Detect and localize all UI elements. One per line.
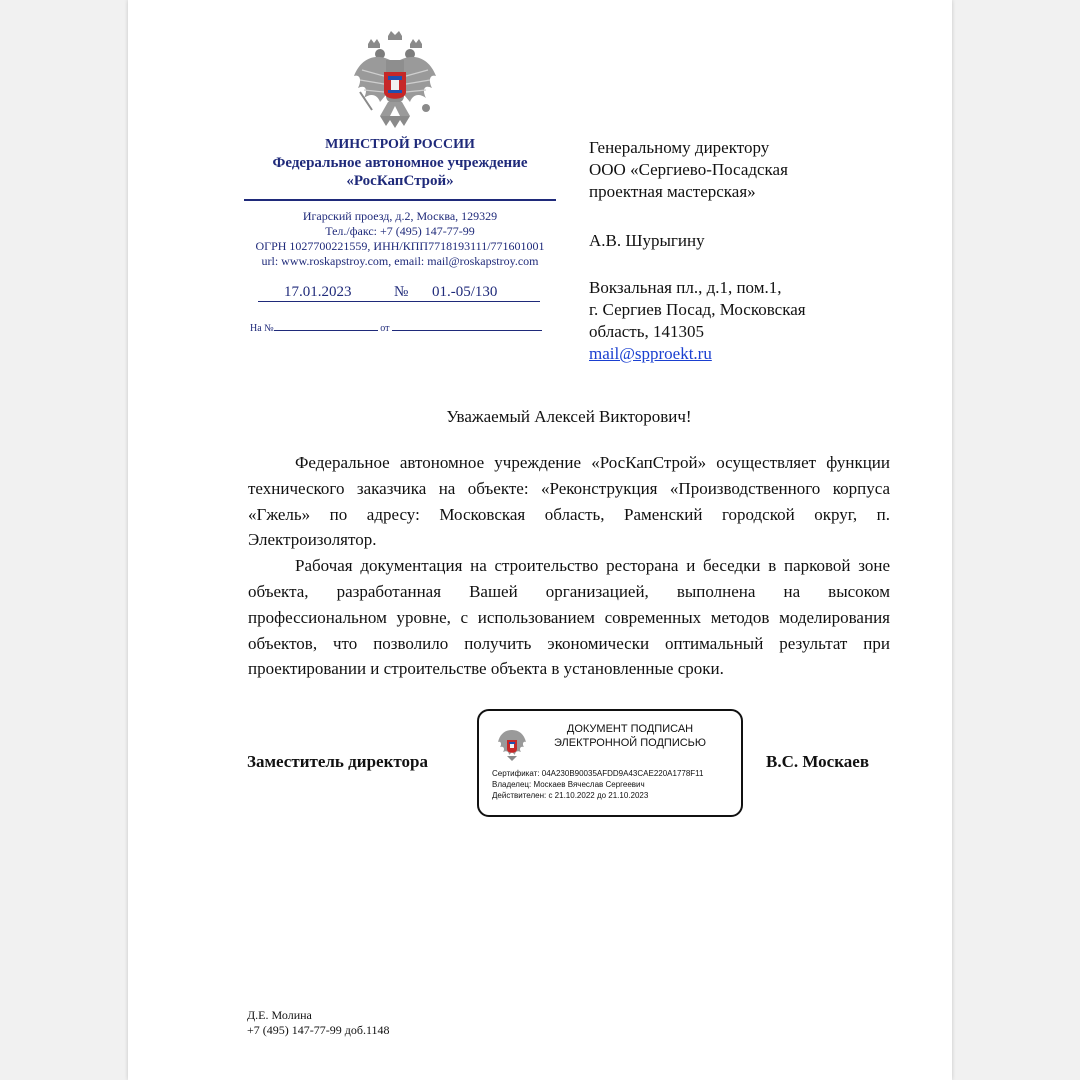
reference-from-label: от bbox=[380, 323, 390, 334]
registration-number-label: № bbox=[394, 284, 409, 300]
addressee-line2: ООО «Сергиево-Посадская bbox=[589, 160, 788, 179]
greeting: Уважаемый Алексей Викторович! bbox=[446, 407, 692, 426]
letter-page bbox=[128, 0, 952, 1080]
reference-line bbox=[250, 320, 542, 334]
ministry-name: МИНСТРОЙ РОССИИ bbox=[325, 137, 475, 152]
org-address: Игарский проезд, д.2, Москва, 129329 bbox=[302, 209, 498, 223]
addressee-address2: г. Сергиев Посад, Московская bbox=[589, 300, 806, 319]
signatory-title: Заместитель директора bbox=[247, 752, 428, 771]
reference-date-blank bbox=[392, 320, 542, 331]
stamp-validity: Действителен: с 21.10.2022 до 21.10.2023 bbox=[492, 791, 649, 800]
reference-number-blank bbox=[274, 320, 378, 331]
org-name-line1: Федеральное автономное учреждение bbox=[272, 155, 528, 171]
electronic-signature-stamp bbox=[477, 709, 743, 817]
addressee-block bbox=[589, 137, 929, 365]
executor-phone: +7 (495) 147-77-99 доб.1148 bbox=[247, 1023, 390, 1037]
addressee-address1: Вокзальная пл., д.1, пом.1, bbox=[589, 278, 782, 297]
registration-number: 01.-05/130 bbox=[432, 284, 498, 300]
stamp-owner: Владелец: Москаев Вячеслав Сергеевич bbox=[492, 780, 645, 789]
stamp-certificate-info bbox=[492, 768, 704, 801]
stamp-header-line1: ДОКУМЕНТ ПОДПИСАН bbox=[566, 723, 694, 735]
coat-of-arms-emblem-icon bbox=[350, 30, 440, 134]
letterhead-rule bbox=[244, 199, 556, 201]
reference-label: На № bbox=[250, 323, 274, 334]
registration-date: 17.01.2023 bbox=[284, 284, 352, 300]
org-phone: Тел./факс: +7 (495) 147-77-99 bbox=[325, 224, 475, 238]
org-name-line2: «РосКапСтрой» bbox=[346, 173, 454, 189]
executor-name: Д.Е. Молина bbox=[247, 1008, 312, 1022]
addressee-line1: Генеральному директору bbox=[589, 138, 770, 157]
executor-info bbox=[247, 1008, 390, 1038]
addressee-address3: область, 141305 bbox=[589, 322, 704, 341]
signatory-name: В.С. Москаев bbox=[766, 752, 869, 771]
registration-line bbox=[258, 283, 540, 302]
org-contacts bbox=[236, 209, 564, 269]
paragraph-2: Рабочая документация на строительство ресторана и беседки в парковой зоне объекта, разработанная Вашей организацией, выполнена на высоком профессиональном уровне, с использованием современных методов моделирования объектов, что позволило получить экономически оптимальный результат при проектировании и строительстве объекта в установленные сроки. bbox=[248, 556, 890, 679]
stamp-certificate: Сертификат: 04A230B90035AFDD9A43CAE220A1778F11 bbox=[492, 769, 704, 778]
addressee-name: А.В. Шурыгину bbox=[589, 231, 705, 250]
organization-name bbox=[244, 136, 556, 191]
org-web: url: www.roskapstroy.com, email: mail@roskapstroy.com bbox=[261, 254, 539, 268]
stamp-header-line2: ЭЛЕКТРОННОЙ ПОДПИСЬЮ bbox=[553, 737, 707, 749]
letter-body bbox=[248, 450, 890, 682]
addressee-email-link[interactable]: mail@spproekt.ru bbox=[589, 344, 712, 363]
addressee-line3: проектная мастерская» bbox=[589, 182, 756, 201]
paragraph-1: Федеральное автономное учреждение «РосКапСтрой» осуществляет функции технического заказчика на объекте: «Реконструкция «Производственного корпуса «Гжель» по адресу: Московская область, Раменский городской округ, п. Электроизолятор. bbox=[248, 453, 890, 550]
org-ids: ОГРН 1027700221559, ИНН/КПП7718193111/771601001 bbox=[255, 239, 545, 253]
